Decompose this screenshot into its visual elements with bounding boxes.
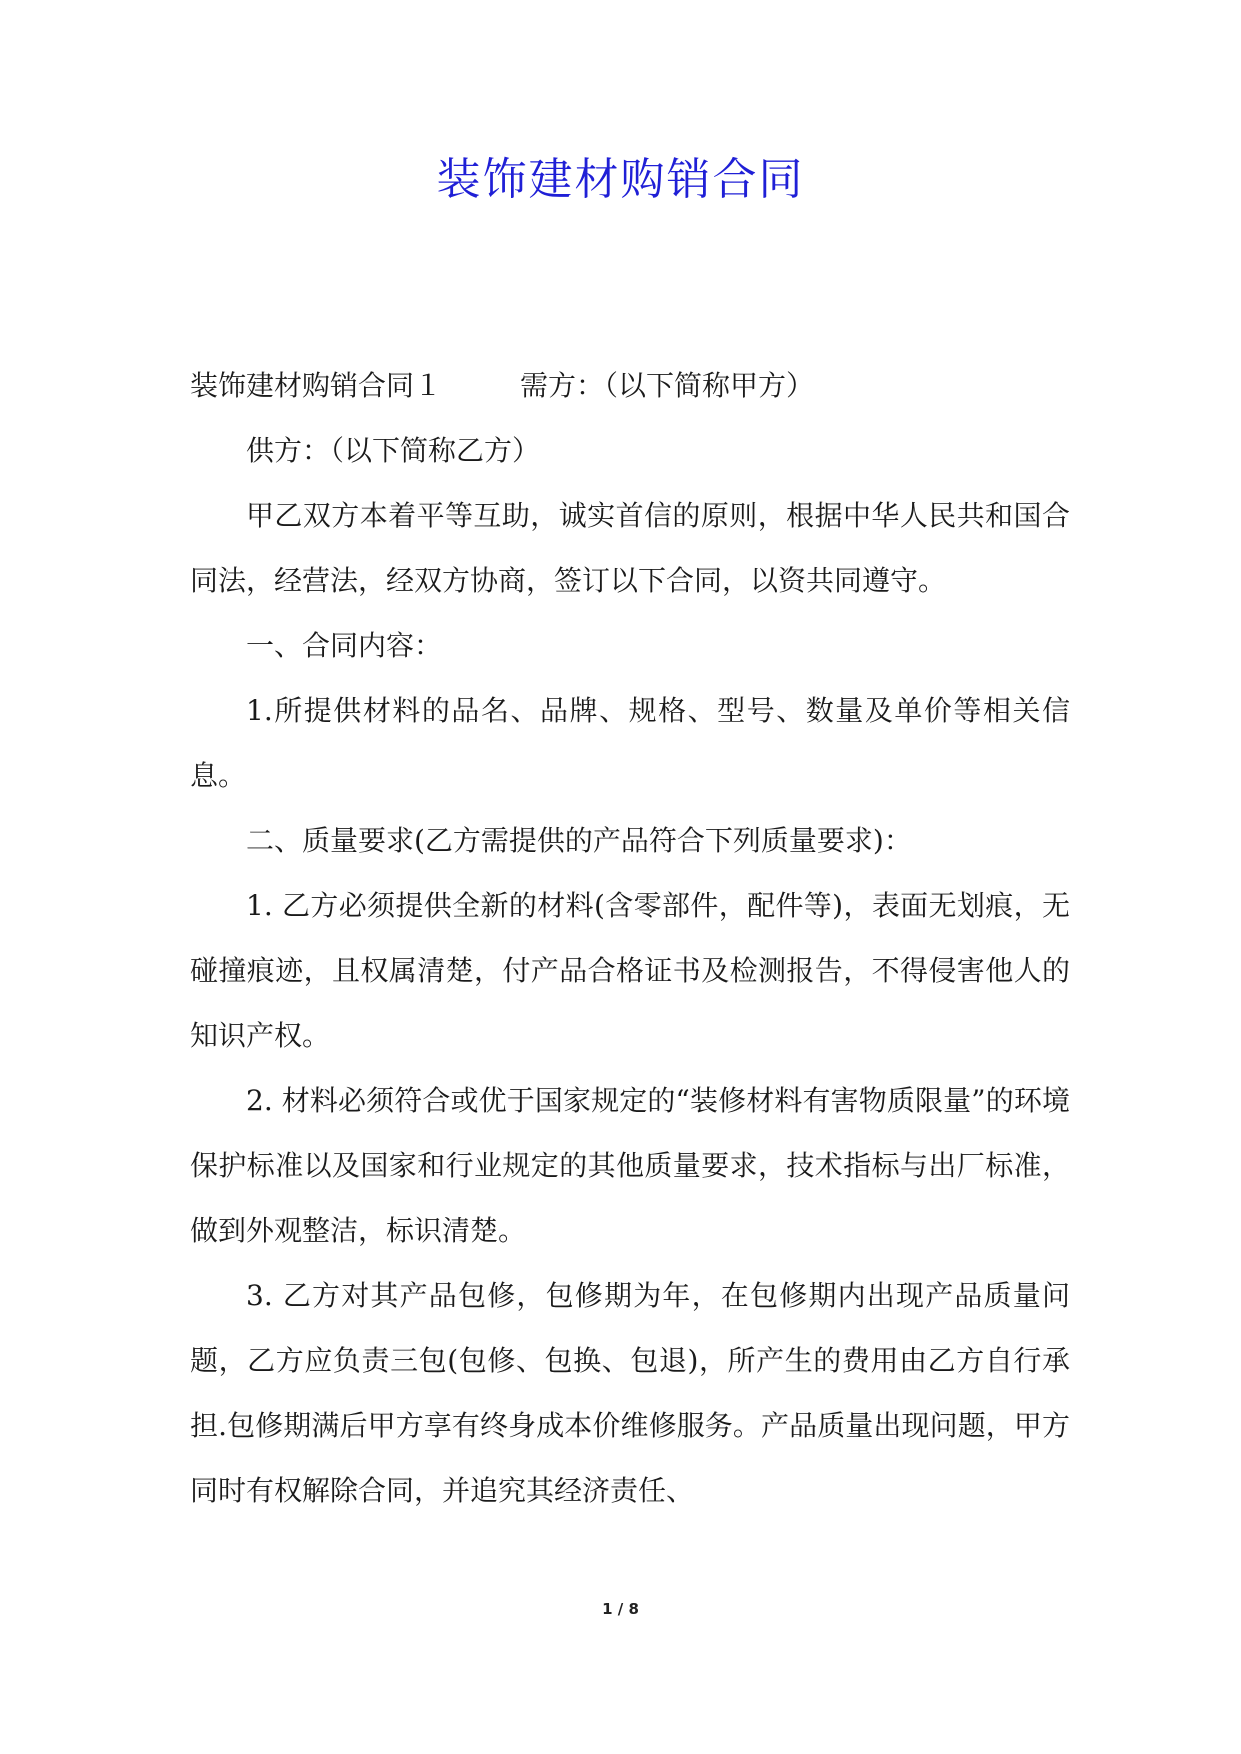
paragraph-quality-item-1: 1. 乙方必须提供全新的材料(含零部件，配件等)，表面无划痕，无碰撞痕迹，且权属清楚，付产品合格证书及检测报告，不得侵害他人的知识产权。 — [190, 889, 1070, 1052]
page-number: 1 / 8 — [602, 1600, 639, 1618]
paragraph-quality-item-2: 2. 材料必须符合或优于国家规定的“装修材料有害物质限量”的环境保护标准以及国家和行业规定的其他质量要求，技术指标与出厂标准，做到外观整洁，标识清楚。 — [190, 1084, 1070, 1247]
buyer-label: 需方：（以下简称甲方） — [520, 369, 815, 402]
contract-number-label: 装饰建材购销合同１ — [190, 369, 443, 402]
paragraph-supplier: 供方：（以下简称乙方） — [246, 434, 541, 467]
paragraph-opening — [190, 353, 1070, 418]
document-title: 装饰建材购销合同 — [436, 154, 805, 205]
section-heading-contract-content: 一、合同内容： — [246, 629, 443, 662]
section-heading-quality-requirements: 二、质量要求(乙方需提供的产品符合下列质量要求)： — [246, 824, 912, 857]
paragraph-content-item-1: 1.所提供材料的品名、品牌、规格、型号、数量及单价等相关信息。 — [190, 694, 1070, 792]
document-body — [190, 353, 1070, 1523]
paragraph-intro: 甲乙双方本着平等互助，诚实首信的原则，根据中华人民共和国合同法，经营法，经双方协商，签订以下合同，以资共同遵守。 — [190, 499, 1070, 597]
paragraph-quality-item-3: 3. 乙方对其产品包修，包修期为年，在包修期内出现产品质量问题，乙方应负责三包(包修、包换、包退)，所产生的费用由乙方自行承担.包修期满后甲方享有终身成本价维修服务。产品质量出现问题，甲方同时有权解除合同，并追究其经济责任、 — [190, 1279, 1070, 1507]
